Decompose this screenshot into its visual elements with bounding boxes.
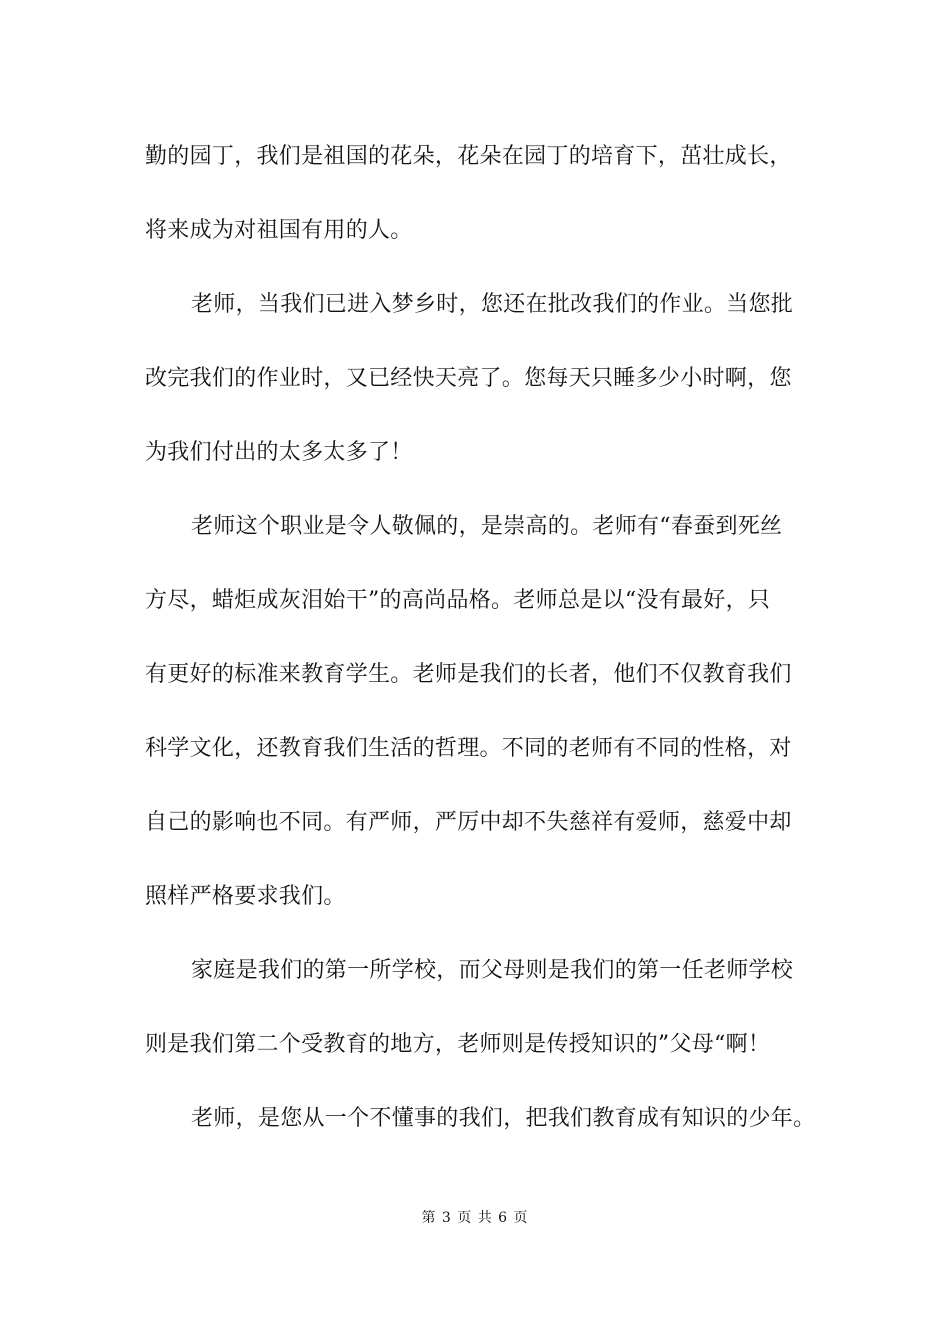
text-line: 勤的园丁，我们是祖国的花朵，花朵在园丁的培育下，茁壮成长，	[145, 144, 792, 169]
text-line: 有更好的标准来教育学生。老师是我们的长者，他们不仅教育我们	[145, 662, 792, 687]
text-line: 将来成为对祖国有用的人。	[145, 218, 413, 243]
text-line: 照样严格要求我们。	[145, 884, 346, 909]
text-line: 老师，当我们已进入梦乡时，您还在批改我们的作业。当您批	[191, 292, 794, 317]
text-line: 家庭是我们的第一所学校，而父母则是我们的第一任老师学校	[191, 958, 794, 983]
text-line: 改完我们的作业时，又已经快天亮了。您每天只睡多少小时啊，您	[145, 366, 792, 391]
text-line: 老师，是您从一个不懂事的我们，把我们教育成有知识的少年。	[191, 1106, 816, 1131]
text-line: 老师这个职业是令人敬佩的，是崇高的。老师有“春蚕到死丝	[191, 514, 783, 539]
text-line: 则是我们第二个受教育的地方，老师则是传授知识的”父母“啊！	[145, 1032, 771, 1057]
text-line: 自己的影响也不同。有严师，严厉中却不失慈祥有爱师，慈爱中却	[145, 810, 792, 835]
page-number-footer: 第 3 页 共 6 页	[421, 1210, 529, 1226]
text-line: 方尽，蜡炬成灰泪始干”的高尚品格。老师总是以“没有最好，只	[145, 588, 771, 613]
text-line: 科学文化，还教育我们生活的哲理。不同的老师有不同的性格，对	[145, 736, 792, 761]
text-line: 为我们付出的太多太多了！	[145, 440, 413, 465]
